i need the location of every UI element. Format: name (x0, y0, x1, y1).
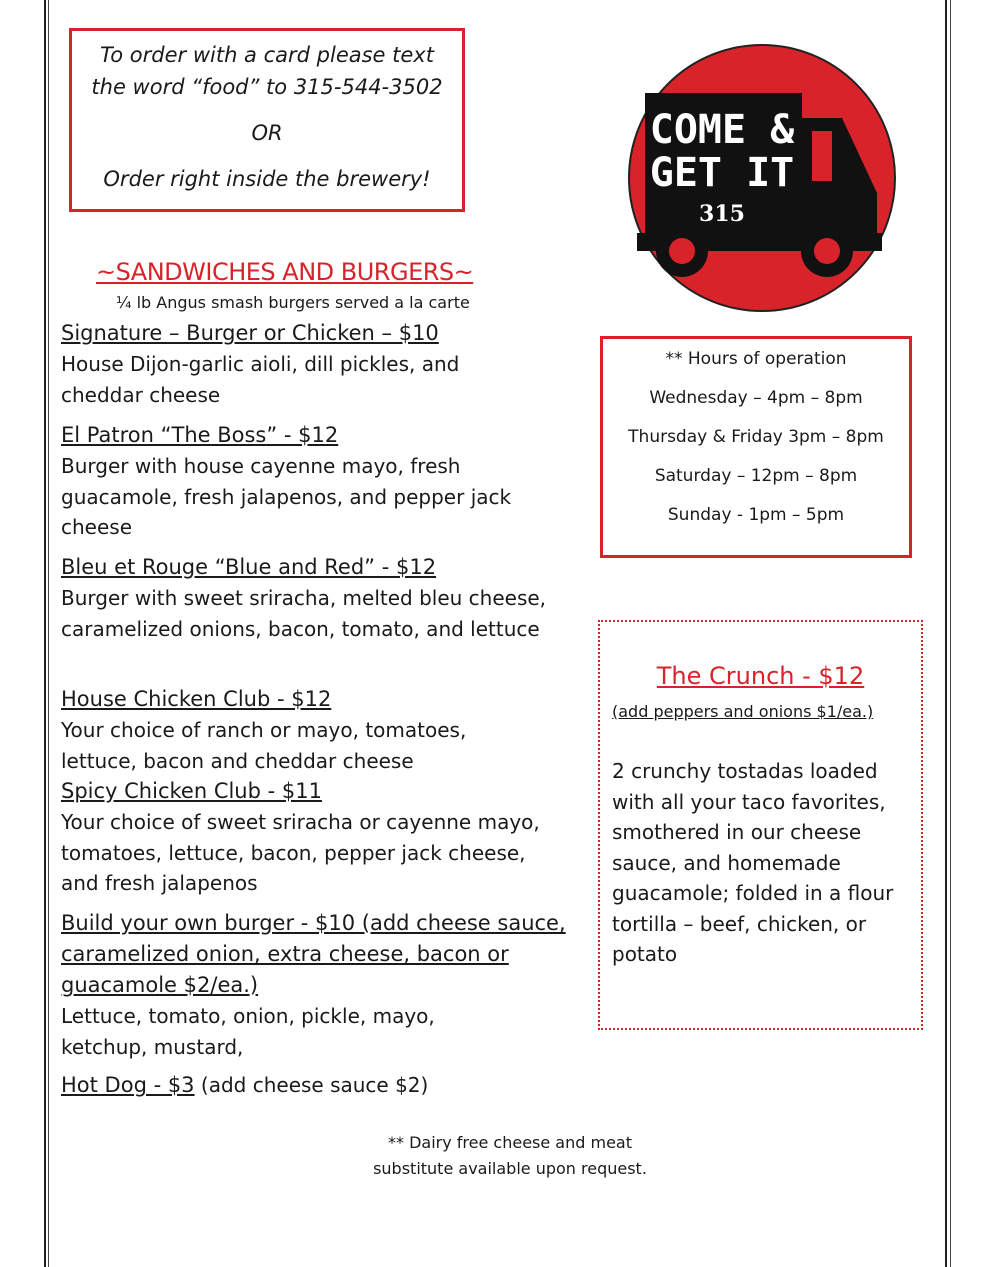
menu-item-name: El Patron “The Boss” - $12 (61, 423, 339, 447)
menu-item (61, 1070, 586, 1101)
menu-item (61, 420, 551, 543)
crunch-subtitle: (add peppers and onions $1/ea.) (612, 702, 874, 721)
menu-item-name: Spicy Chicken Club - $11 (61, 779, 322, 803)
page-border-right-inner (950, 0, 951, 1267)
order-text-line1: To order with a card please text (100, 43, 434, 67)
order-text-line2: the word “food” to 315-544-3502 (91, 75, 443, 99)
crunch-title: The Crunch - $12 (656, 662, 865, 690)
order-text-or: OR (251, 121, 283, 145)
menu-item-desc: Lettuce, tomato, onion, pickle, mayo, ketchup, mustard, (61, 1004, 435, 1059)
logo-text-line2: GET IT (649, 150, 795, 196)
menu-item-note: (add cheese sauce $2) (194, 1073, 429, 1097)
menu-item-name: Hot Dog - $3 (61, 1073, 195, 1097)
hours-day: Sunday - 1pm – 5pm (667, 505, 845, 525)
menu-item (61, 552, 551, 644)
menu-item-desc: Burger with sweet sriracha, melted bleu cheese, caramelized onions, bacon, tomato, and lettuce (61, 586, 547, 641)
menu-item-name: Signature – Burger or Chicken – $10 (61, 321, 439, 345)
menu-item (61, 318, 521, 410)
section-title: ~SANDWICHES AND BURGERS~ (96, 258, 474, 286)
menu-item (61, 908, 586, 1062)
hours-day: Thursday & Friday 3pm – 8pm (628, 427, 884, 447)
logo-text-line1: COME & (649, 107, 795, 153)
order-text-line3: Order right inside the brewery! (103, 167, 431, 191)
logo-text-line3: 315 (699, 201, 745, 227)
menu-item-desc: Your choice of sweet sriracha or cayenne mayo, tomatoes, lettuce, bacon, pepper jack cheese, and fresh jalapenos (61, 810, 540, 895)
hours-day: Wednesday – 4pm – 8pm (649, 388, 863, 408)
hours-box (600, 336, 912, 558)
order-info-box (69, 28, 465, 212)
crunch-box (598, 620, 923, 1030)
hours-title: ** Hours of operation (665, 349, 847, 369)
menu-item-desc: Burger with house cayenne mayo, fresh guacamole, fresh jalapenos, and pepper jack cheese (61, 454, 512, 539)
menu-item-desc: Your choice of ranch or mayo, tomatoes, lettuce, bacon and cheddar cheese (61, 718, 467, 773)
section-subtitle: ¼ lb Angus smash burgers served a la carte (116, 293, 470, 312)
menu-item-name: Build your own burger - $10 (add cheese sauce, caramelized onion, extra cheese, bacon or guacamole $2/ea.) (61, 911, 566, 997)
page-border-right (945, 0, 947, 1267)
menu-item-desc: House Dijon-garlic aioli, dill pickles, and cheddar cheese (61, 352, 460, 407)
page-border-left (44, 0, 46, 1267)
hours-day: Saturday – 12pm – 8pm (654, 466, 858, 486)
page-border-left-inner (48, 0, 49, 1267)
menu-item-name: House Chicken Club - $12 (61, 687, 332, 711)
come-and-get-it-logo (627, 43, 897, 313)
crunch-description: 2 crunchy tostadas loaded with all your taco favorites, smothered in our cheese sauce, and homemade guacamole; folded in a flour tortilla – beef, chicken, or potato (612, 759, 894, 966)
menu-item-name: Bleu et Rouge “Blue and Red” - $12 (61, 555, 437, 579)
menu-item (61, 776, 561, 899)
dairy-free-footnote: ** Dairy free cheese and meat substitute available upon request. (373, 1133, 647, 1178)
menu-item (61, 684, 531, 776)
